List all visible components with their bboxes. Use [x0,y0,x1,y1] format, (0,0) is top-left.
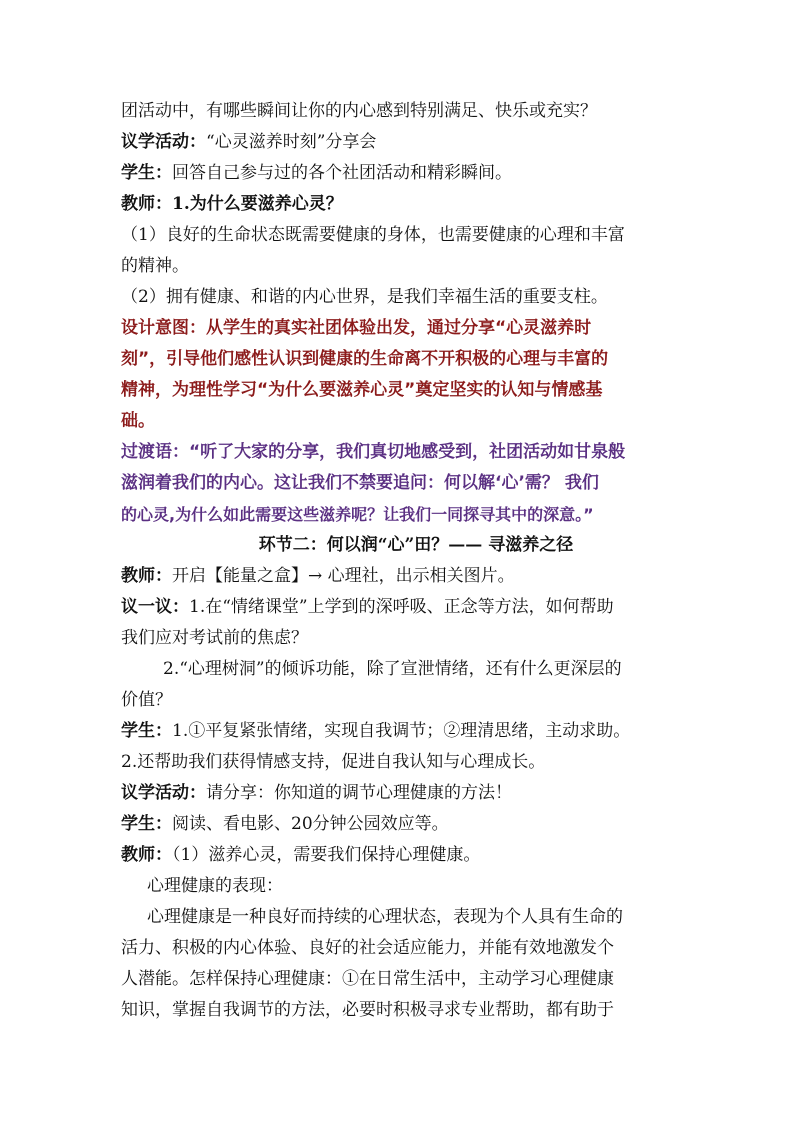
student-text: 1.①平复紧张情绪，实现自我调节；②理清思绪，主动求助。 [172,721,631,741]
design-intent-line: 精神，为理性学习“为什么要滋养心灵”奠定坚实的认知与情感基 [121,380,603,400]
teacher-line [121,840,681,871]
activity-line [121,127,681,158]
student-text: 回答自己参与过的各个社团活动和精彩瞬间。 [172,163,512,183]
document-body [121,96,681,1026]
activity-line [121,778,681,809]
design-intent-line: 础。 [121,411,155,431]
teacher-label: 教师： [121,194,172,214]
text-line: 我们应对考试前的焦虑？ [121,628,308,648]
teacher-question: 1.为什么要滋养心灵？ [172,194,343,214]
text-line: （1）良好的生命状态既需要健康的身体，也需要健康的心理和丰富 [121,225,625,245]
design-intent-line: 设计意图：从学生的真实社团体验出发，通过分享“心灵滋养时 [121,318,592,338]
teacher-line [121,561,681,592]
activity-label: 议学活动： [121,783,206,803]
student-label: 学生： [121,814,172,834]
transition-line: 过渡语：“听了大家的分享，我们真切地感受到，社团活动如甘泉般 [121,442,626,462]
teacher-line [121,189,681,220]
activity-text: 请分享：你知道的调节心理健康的方法！ [206,783,512,803]
teacher-text: （1）滋养心灵，需要我们保持心理健康。 [172,845,481,865]
teacher-text: 开启【能量之盒】→ 心理社，出示相关图片。 [172,566,515,586]
activity-label: 议学活动： [121,132,206,152]
student-line [121,158,681,189]
student-line [121,809,681,840]
design-intent-line: 刻”，引导他们感性认识到健康的生命离不开积极的心理与丰富的 [121,349,609,369]
text-line: 知识，掌握自我调节的方法，必要时积极寻求专业帮助，都有助于 [121,1000,614,1020]
text-line: 心理健康是一种良好而持续的心理状态，表现为个人具有生命的 [147,907,623,927]
discussion-line [121,592,681,623]
student-line [121,716,681,747]
teacher-label: 教师： [121,845,172,865]
transition-line: 的心灵,为什么如此需要这些滋养呢？让我们一同探寻其中的深意。” [121,505,594,524]
section-heading: 环节二：何以润“心”田？—— 寻滋养之径 [258,535,574,555]
text-line: 价值？ [121,690,172,710]
text-line: 人潜能。怎样保持心理健康：①在日常生活中，主动学习心理健康 [121,969,614,989]
text-line: 团活动中，有哪些瞬间让你的内心感到特别满足、快乐或充实？ [121,101,597,121]
transition-line: 滋润着我们的内心。这让我们不禁要追问：何以解‘心’需？ 我们 [121,473,599,493]
text-line: （2）拥有健康、和谐的内心世界，是我们幸福生活的重要支柱。 [121,287,608,307]
discussion-text: 1.在“情绪课堂”上学到的深呼吸、正念等方法，如何帮助 [189,597,614,617]
student-text: 阅读、看电影、20分钟公园效应等。 [172,814,449,834]
text-line: 2.“心理树洞”的倾诉功能，除了宣泄情绪，还有什么更深层的 [163,659,622,679]
activity-text: “心灵滋养时刻”分享会 [206,132,377,152]
text-line: 活力、积极的内心体验、良好的社会适应能力，并能有效地激发个 [121,938,614,958]
discussion-label: 议一议： [121,597,189,617]
teacher-label: 教师： [121,566,172,586]
text-line: 心理健康的表现： [147,876,283,896]
student-label: 学生： [121,163,172,183]
student-label: 学生： [121,721,172,741]
text-line: 的精神。 [121,256,189,276]
text-line: 2.还帮助我们获得情感支持，促进自我认知与心理成长。 [121,752,546,772]
